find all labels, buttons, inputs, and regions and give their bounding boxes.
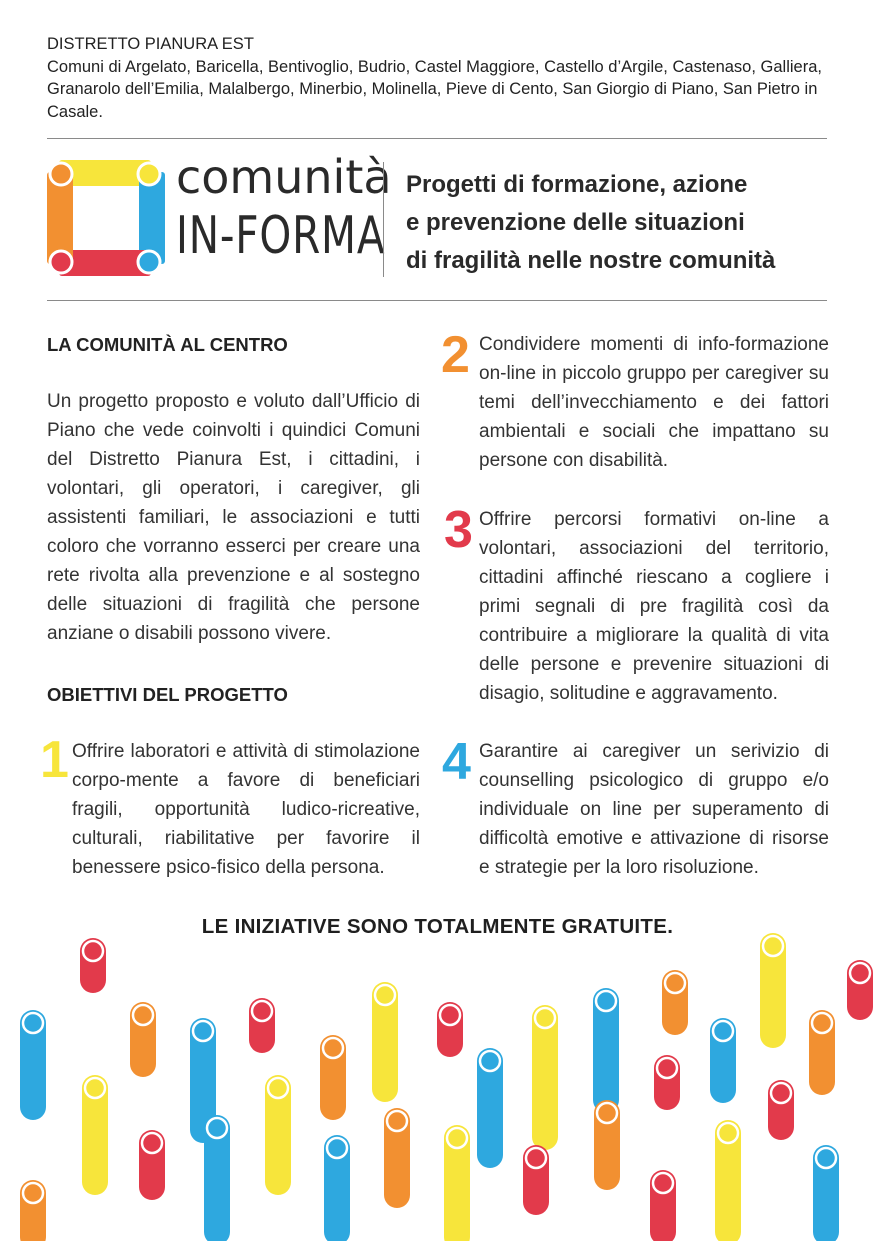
pill-shape [662, 970, 688, 1035]
objective-text-4: Garantire ai caregiver un serivizio di counselling psicologico di gruppo e/o individuale on line per superamento di difficoltà emotive e attivazione di risorse e strategie per la loro risoluzione. [479, 741, 829, 878]
pill-shape [384, 1108, 410, 1208]
pill-shape [809, 1010, 835, 1095]
objective-number-4: 4 [442, 733, 471, 791]
objective-text-2: Condividere momenti di info-formazione on-line in piccolo gruppo per caregiver su temi dell’invecchiamento e dei fattori ambientali e sociali che impattano su persone con disabilità. [479, 334, 829, 471]
pill-shape [320, 1035, 346, 1120]
objective-number-1: 1 [40, 731, 69, 789]
pill-shape [593, 988, 619, 1113]
top-divider [47, 138, 827, 139]
community-paragraph: Un progetto proposto e voluto dall’Ufficio di Piano che vede coinvolti i quindici Comuni del Distretto Pianura Est, i cittadini, i volontari, gli operatori, i caregiver, gli assistenti familiari, le associazioni e tutti coloro che vorranno esserci per creare una rete rivolta alla prevenzione e al sostegno delle situazioni di fragilità che persone anziane o disabili possono vivere. [47, 391, 420, 644]
district-header [47, 33, 837, 123]
pill-shape [324, 1135, 350, 1241]
pill-shape [523, 1145, 549, 1215]
tagline-line: Progetti di formazione, azione [406, 171, 748, 198]
header-bottom-divider [47, 300, 827, 301]
pill-shape [847, 960, 873, 1020]
pill-shape [20, 1180, 46, 1241]
pill-shape [477, 1048, 503, 1168]
free-initiatives-banner: LE INIZIATIVE SONO TOTALMENTE GRATUITE. [201, 915, 674, 938]
tagline-line: e prevenzione delle situazioni [406, 209, 745, 236]
tagline-line: di fragilità nelle nostre comunità [406, 247, 776, 274]
decorative-pills [0, 930, 875, 1241]
logo-word-in-forma: IN-FORMA [176, 206, 386, 266]
pill-shape [265, 1075, 291, 1195]
section-title-objectives: OBIETTIVI DEL PROGETTO [47, 684, 288, 705]
objective-text-1: Offrire laboratori e attività di stimolazione corpo-mente a favore di beneficiari fragili, opportunità ludico-ricreative, culturali, riabilitative per favorire il benessere psico-fisico della persona. [72, 741, 420, 878]
pill-shape [594, 1100, 620, 1190]
pill-shape [650, 1170, 676, 1241]
pill-shape [760, 933, 786, 1048]
pill-shape [372, 982, 398, 1102]
pill-shape [437, 1002, 463, 1057]
pill-shape [768, 1080, 794, 1140]
pill-shape [204, 1115, 230, 1241]
pill-shape [813, 1145, 839, 1241]
logo-divider [383, 162, 384, 277]
pill-shape [654, 1055, 680, 1110]
objective-number-3: 3 [444, 501, 473, 559]
objective-number-2: 2 [441, 326, 470, 384]
logo-word-comunita: comunità [176, 150, 392, 204]
section-title-community: LA COMUNITÀ AL CENTRO [47, 334, 288, 355]
pill-shape [80, 938, 106, 993]
pill-shape [710, 1018, 736, 1103]
pill-shape [82, 1075, 108, 1195]
pill-shape [444, 1125, 470, 1241]
pill-shape [249, 998, 275, 1053]
objective-text-3: Offrire percorsi formativi on-line a volontari, associazioni del territorio, cittadini affinché riescano a cogliere i primi segnali di pre fragilità così da contribuire a migliorare la qualità di vita delle persone e prevenire situazioni di disagio, solitudine e aggravamento. [479, 509, 829, 704]
tagline [406, 166, 836, 280]
pill-shape [139, 1130, 165, 1200]
pill-shape [130, 1002, 156, 1077]
pill-shape [20, 1010, 46, 1120]
municipalities-list: Comuni di Argelato, Baricella, Bentivoglio, Budrio, Castel Maggiore, Castello d’Argile, Castenaso, Galliera, Granarolo dell’Emilia, Malalbergo, Minerbio, Molinella, Pieve di Cento, San Giorgio di Piano, San Pietro in Casale. [47, 57, 822, 121]
pill-shape [715, 1120, 741, 1241]
comunita-logo-icon [45, 158, 170, 278]
district-name: DISTRETTO PIANURA EST [47, 35, 254, 53]
pill-shape [532, 1005, 558, 1150]
